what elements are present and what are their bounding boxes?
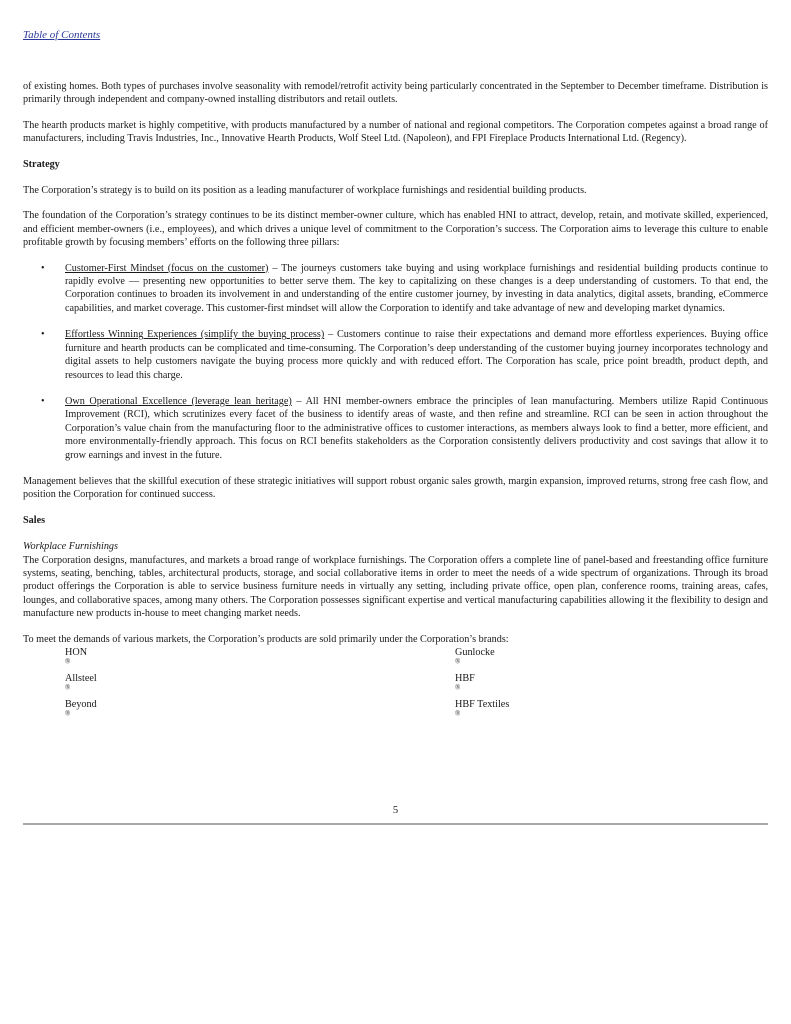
bullet-icon: • [41,262,45,274]
strategy-heading: Strategy [23,158,60,170]
brands-list [65,646,768,724]
pillar-item [23,328,768,382]
pillar-title: Customer-First Mindset (focus on the customer) [65,262,269,274]
brands-intro: To meet the demands of various markets, the Corporation’s products are sold primarily under the Corporation’s brands: [23,633,509,645]
workplace-furnishings-subheading: Workplace Furnishings [23,541,118,553]
bullet-icon: • [41,395,45,407]
paragraph-existing-homes: of existing homes. Both types of purchases involve seasonality with remodel/retrofit activity being particularly concentrated in the September to December timeframe. Distribution is primarily through independent and company-owned installing distributors and retail outlets. [23,81,768,106]
brand-item: Gunlocke ® [455,647,495,666]
brand-item: HBF ® [455,673,475,692]
pillar-title: Effortless Winning Experiences (simplify the buying process) [65,329,325,341]
page-number: 5 [392,805,399,816]
paragraph-hearth-competition: The hearth products market is highly competitive, with products manufactured by a number of national and regional competitors. The Corporation competes against a broad range of manufacturers, including Travis Industries, Inc., Innovative Hearth Products, Wolf Steel Ltd. (Napoleon), and FPI Fireplace Products International Ltd. (Regency). [23,119,768,145]
pillar-text: – All HNI member-owners embrace the principles of lean manufacturing. Members utilize Rapid Continuous Improvement (RCI), which scrutinizes every facet of the business to identify areas of waste, and then refine and streamline. RCI can be seen in action throughout the Corporation’s value chain from the manufacturing floor to the administrative offices to customer interactions, as members always look to find a better, more efficient, and more environmentally-friendly approach. This focus on RCI benefits stakeholders as the Corporation consistently delivers productivity and cost savings that allow it to grow earnings and invest in the future. [65,395,768,461]
strategy-paragraph-3: Management believes that the skillful execution of these strategic initiatives will support robust organic sales growth, margin expansion, improved returns, strong free cash flow, and position the Corporation for continued success. [23,475,768,501]
brand-item: HBF Textiles ® [455,699,510,718]
page-divider [23,823,768,825]
pillar-text: – Customers continue to raise their expectations and demand more effortless experiences. Buying office furniture and hearth products can be complicated and time-consuming. The Corporation’s deep understanding of the customer buying journey incorporates technology and digital assets to help customers navigate the buying process more quickly and with reduced effort. The Corporation has scale, price point breadth, product depth, and resources to lead this charge. [65,329,768,381]
pillar-item [23,262,768,316]
table-of-contents-link[interactable]: Table of Contents [23,29,101,41]
bullet-icon: • [41,329,45,341]
strategy-pillars-list [23,262,768,462]
pillar-text: – The journeys customers take buying and using workplace furnishings and residential building products continue to rapidly evolve — presenting new opportunities to better serve them. The key to capitalizing on these changes is a deep understanding of customers. To that end, the Corporation continues to broaden its involvement in and understanding of the entire customer journey, by investing in data analytics, digital assets, branding, eCommerce capabilities, and market coverage. This customer-first mindset will allow the Corporation to identify and take advantage of new and developing market dynamics. [65,262,768,314]
sales-heading: Sales [23,514,46,526]
sales-paragraph-1: The Corporation designs, manufactures, and markets a broad range of workplace furnishings. The Corporation offers a complete line of panel-based and freestanding office furniture systems, seating, benching, tables, architectural products, storage, and social collaborative items in order to meet the needs of a wide spectrum of organizations. Through its broad product offerings the Corporation is able to service business furniture needs in virtually any setting, including private office, open plan, conference rooms, training areas, cafes, lounges, and collaborative spaces, among many others. The Corporation possesses significant expertise and vertical manufacturing capabilities allowing it the flexibility to design and manufacture new products in-house to meet changing market needs. [23,554,768,620]
pillar-title: Own Operational Excellence (leverage lean heritage) [65,395,292,407]
brand-item: Allsteel ® [65,673,97,692]
strategy-paragraph-2: The foundation of the Corporation’s strategy continues to be its distinct member-owner culture, which has enabled HNI to attract, develop, retain, and motivate skilled, experienced, and efficient member-owners (i.e., employees), and which drives a unique level of commitment to the Corporation’s success. The Corporation aims to leverage this culture to enable profitable growth by focusing members’ efforts on the following three pillars: [23,210,768,249]
document-body [23,80,768,724]
strategy-paragraph-1: The Corporation’s strategy is to build on its position as a leading manufacturer of workplace furnishings and residential building products. [23,185,587,197]
pillar-item [23,395,768,462]
brand-item: Beyond ® [65,699,97,718]
brand-item: HON ® [65,647,88,666]
